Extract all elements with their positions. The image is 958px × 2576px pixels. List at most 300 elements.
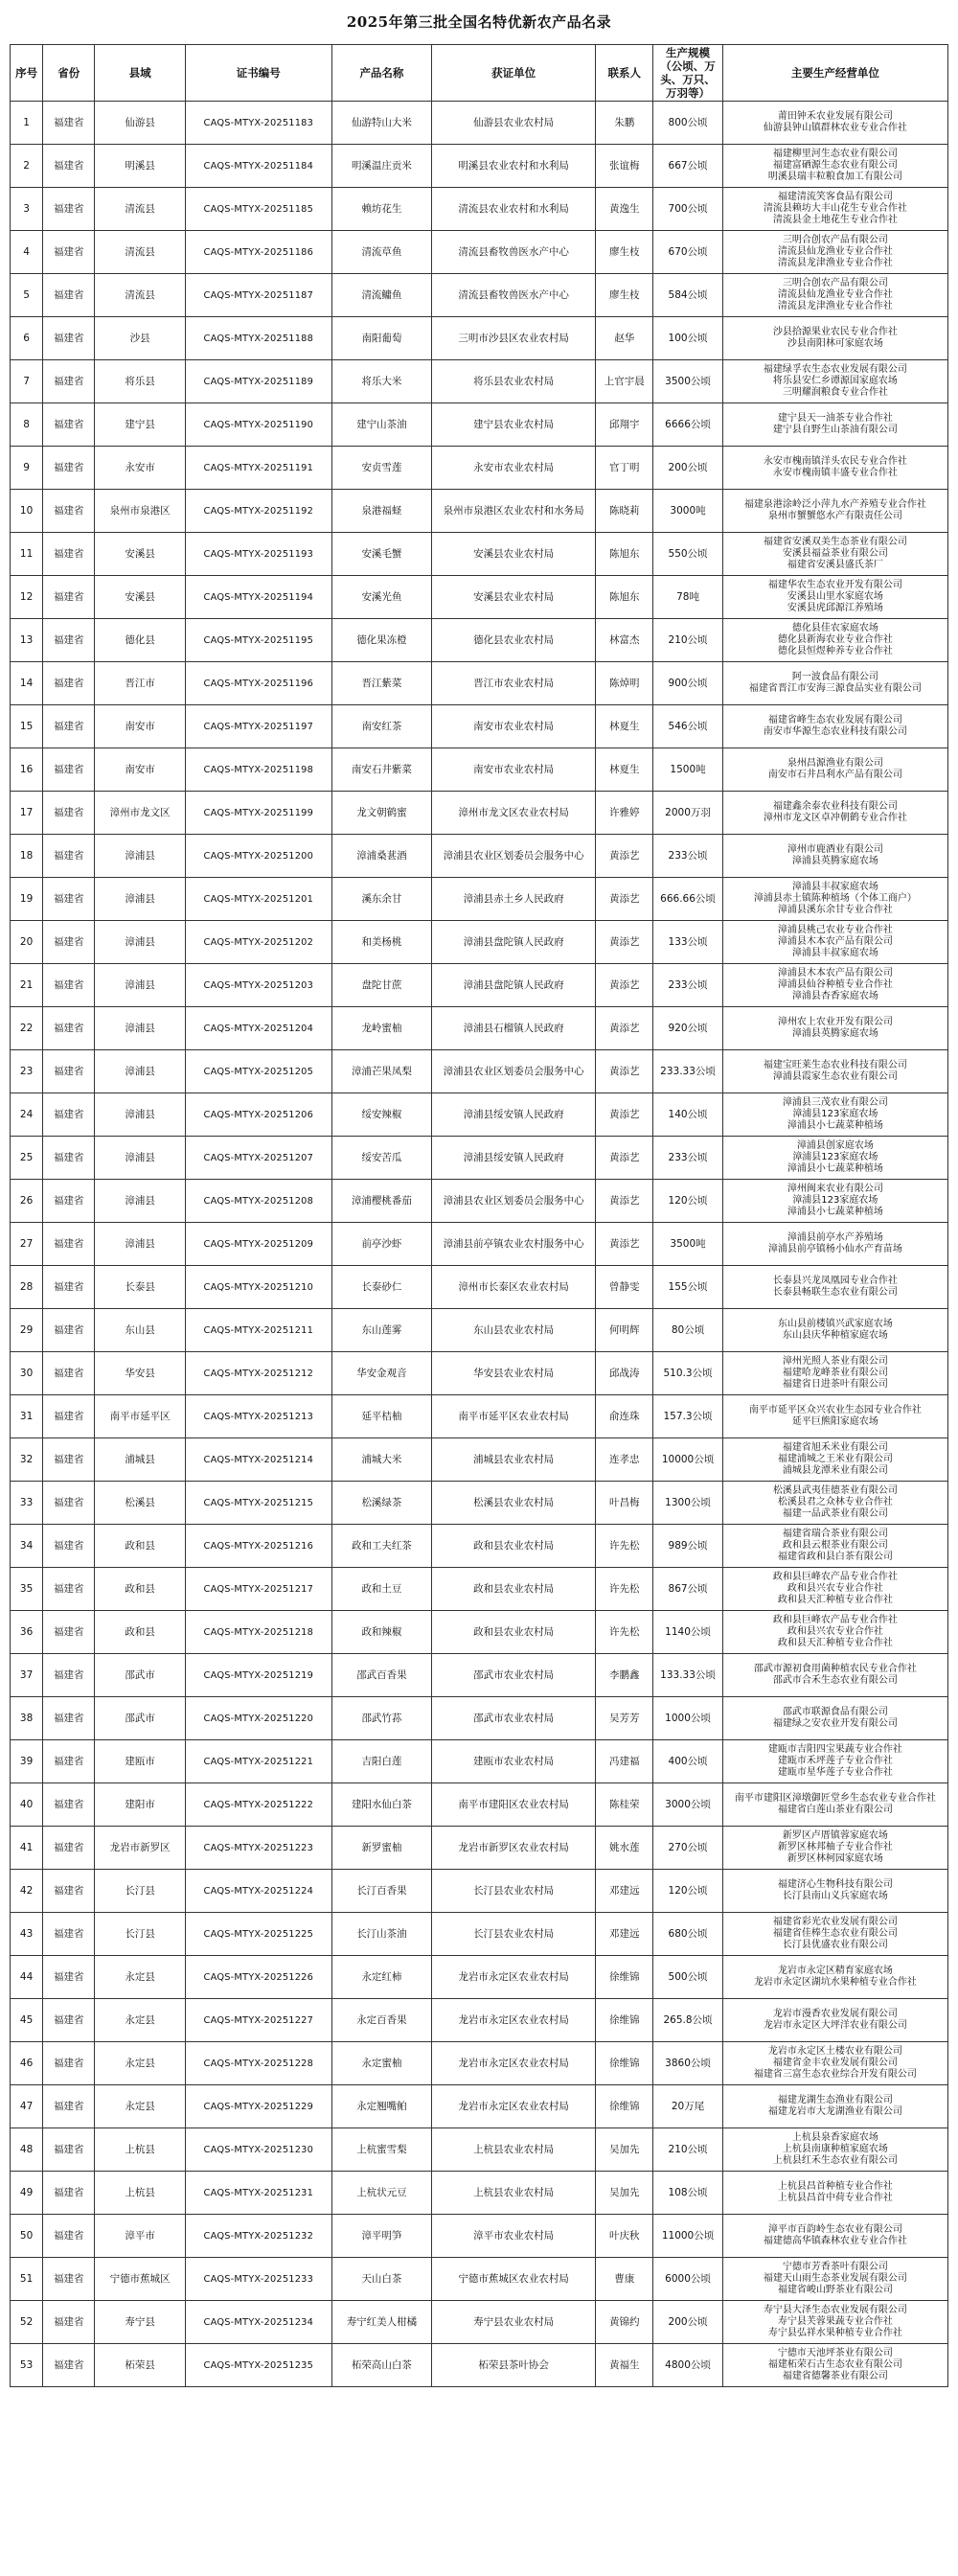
product-cell: 漳浦桑葚酒 <box>331 835 432 878</box>
enterprise-cell: 漳州市鹿酒业有限公司 漳浦县英腾家庭农场 <box>722 835 947 878</box>
province-cell: 福建省 <box>43 145 95 188</box>
enterprise-cell: 永安市槐南镇洋头农民专业合作社 永安市槐南镇丰盛专业合作社 <box>722 447 947 490</box>
product-cell: 邵武竹荪 <box>331 1697 432 1740</box>
county-cell: 寿宁县 <box>95 2301 185 2344</box>
county-cell: 漳浦县 <box>95 1180 185 1223</box>
scale-cell: 120公顷 <box>653 1180 722 1223</box>
county-cell: 上杭县 <box>95 2172 185 2215</box>
county-cell: 明溪县 <box>95 145 185 188</box>
unit-cell: 松溪县农业农村局 <box>432 1482 596 1525</box>
unit-cell: 浦城县农业农村局 <box>432 1438 596 1482</box>
province-cell: 福建省 <box>43 748 95 792</box>
county-cell: 南平市延平区 <box>95 1395 185 1438</box>
certificate-cell: CAQS-MTYX-20251205 <box>185 1050 331 1093</box>
index-cell: 9 <box>11 447 43 490</box>
table-row <box>11 274 948 317</box>
product-cell: 柘荣高山白茶 <box>331 2344 432 2387</box>
table-row <box>11 1740 948 1783</box>
index-cell: 23 <box>11 1050 43 1093</box>
enterprise-cell: 邵武市联源食品有限公司 福建绿之安农业开发有限公司 <box>722 1697 947 1740</box>
table-row <box>11 2301 948 2344</box>
scale-cell: 11000公顷 <box>653 2215 722 2258</box>
unit-cell: 南安市农业农村局 <box>432 705 596 748</box>
table-row <box>11 2258 948 2301</box>
scale-cell: 1500吨 <box>653 748 722 792</box>
table-row <box>11 1395 948 1438</box>
product-cell: 赖坊花生 <box>331 188 432 231</box>
unit-cell: 南平市延平区农业农村局 <box>432 1395 596 1438</box>
certificate-cell: CAQS-MTYX-20251189 <box>185 360 331 403</box>
enterprise-cell: 宁德市天池坪茶业有限公司 福建柘荣石古生态农业有限公司 福建省德馨茶业有限公司 <box>722 2344 947 2387</box>
enterprise-cell: 南平市建阳区漳墩御匠堂乡生态农业专业合作社 福建省白莲山茶业有限公司 <box>722 1783 947 1827</box>
product-cell: 漳浦芒果凤梨 <box>331 1050 432 1093</box>
scale-cell: 680公顷 <box>653 1913 722 1956</box>
table-row <box>11 1654 948 1697</box>
scale-cell: 3500吨 <box>653 1223 722 1266</box>
county-cell: 政和县 <box>95 1525 185 1568</box>
scale-cell: 667公顷 <box>653 145 722 188</box>
province-cell: 福建省 <box>43 705 95 748</box>
county-cell: 漳浦县 <box>95 835 185 878</box>
table-row <box>11 964 948 1007</box>
certificate-cell: CAQS-MTYX-20251208 <box>185 1180 331 1223</box>
county-cell: 永定县 <box>95 1956 185 1999</box>
product-cell: 漳浦樱桃番茄 <box>331 1180 432 1223</box>
scale-cell: 108公顷 <box>653 2172 722 2215</box>
enterprise-cell: 福建济心生物科技有限公司 长汀县南山义兵家庭农场 <box>722 1870 947 1913</box>
unit-cell: 泉州市泉港区农业农村和水务局 <box>432 490 596 533</box>
county-cell: 龙岩市新罗区 <box>95 1827 185 1870</box>
contact-cell: 陈晓莉 <box>596 490 653 533</box>
contact-cell: 俞连珠 <box>596 1395 653 1438</box>
product-cell: 盘陀甘蔗 <box>331 964 432 1007</box>
scale-cell: 900公顷 <box>653 662 722 705</box>
enterprise-cell: 寿宁县大泽生态农业发展有限公司 寿宁县芙蓉果蔬专业合作社 寿宁县弘祥水果种植专业合作社 <box>722 2301 947 2344</box>
product-cell: 清流草鱼 <box>331 231 432 274</box>
unit-cell: 龙岩市永定区农业农村局 <box>432 1999 596 2042</box>
province-cell: 福建省 <box>43 2258 95 2301</box>
index-cell: 31 <box>11 1395 43 1438</box>
product-cell: 漳平明笋 <box>331 2215 432 2258</box>
index-cell: 43 <box>11 1913 43 1956</box>
county-cell: 邵武市 <box>95 1697 185 1740</box>
product-cell: 政和辣椒 <box>331 1611 432 1654</box>
unit-cell: 清流县畜牧兽医水产中心 <box>432 274 596 317</box>
certificate-cell: CAQS-MTYX-20251190 <box>185 403 331 447</box>
contact-cell: 黄逸生 <box>596 188 653 231</box>
certificate-cell: CAQS-MTYX-20251202 <box>185 921 331 964</box>
enterprise-cell: 上杭县昌首种植专业合作社 上杭县昌首中荷专业合作社 <box>722 2172 947 2215</box>
index-cell: 51 <box>11 2258 43 2301</box>
product-cell: 政和工夫红茶 <box>331 1525 432 1568</box>
province-cell: 福建省 <box>43 231 95 274</box>
province-cell: 福建省 <box>43 1352 95 1395</box>
contact-cell: 许先松 <box>596 1525 653 1568</box>
county-cell: 漳浦县 <box>95 1223 185 1266</box>
contact-cell: 林富杰 <box>596 619 653 662</box>
county-cell: 晋江市 <box>95 662 185 705</box>
unit-cell: 清流县畜牧兽医水产中心 <box>432 231 596 274</box>
product-cell: 仙游特山大米 <box>331 102 432 145</box>
province-cell: 福建省 <box>43 1697 95 1740</box>
table-row <box>11 145 948 188</box>
enterprise-cell: 龙岩市永定区土楼农业有限公司 福建省金丰农业发展有限公司 福建省三富生态农业综合开发有限公司 <box>722 2042 947 2085</box>
contact-cell: 林夏生 <box>596 748 653 792</box>
province-cell: 福建省 <box>43 792 95 835</box>
certificate-cell: CAQS-MTYX-20251213 <box>185 1395 331 1438</box>
county-cell: 政和县 <box>95 1568 185 1611</box>
product-cell: 浦城大米 <box>331 1438 432 1482</box>
index-cell: 11 <box>11 533 43 576</box>
unit-cell: 寿宁县农业农村局 <box>432 2301 596 2344</box>
county-cell: 东山县 <box>95 1309 185 1352</box>
product-cell: 南安红茶 <box>331 705 432 748</box>
scale-cell: 1300公顷 <box>653 1482 722 1525</box>
product-cell: 长汀山茶油 <box>331 1913 432 1956</box>
county-cell: 清流县 <box>95 274 185 317</box>
county-cell: 邵武市 <box>95 1654 185 1697</box>
table-row <box>11 835 948 878</box>
unit-cell: 政和县农业农村局 <box>432 1568 596 1611</box>
county-cell: 建瓯市 <box>95 1740 185 1783</box>
certificate-cell: CAQS-MTYX-20251203 <box>185 964 331 1007</box>
province-cell: 福建省 <box>43 447 95 490</box>
province-cell: 福建省 <box>43 2042 95 2085</box>
province-cell: 福建省 <box>43 274 95 317</box>
scale-cell: 3000公顷 <box>653 1783 722 1827</box>
enterprise-cell: 漳州光照人茶业有限公司 福建哈龙峰茶业有限公司 福建省日进茶叶有限公司 <box>722 1352 947 1395</box>
contact-cell: 黄添艺 <box>596 921 653 964</box>
contact-cell: 黄添艺 <box>596 1093 653 1137</box>
county-cell: 宁德市蕉城区 <box>95 2258 185 2301</box>
product-cell: 永定蜜柚 <box>331 2042 432 2085</box>
scale-cell: 400公顷 <box>653 1740 722 1783</box>
enterprise-cell: 福建绿孚农生态农业发展有限公司 将乐县安仁乡谭源国家庭农场 三明耀润粮食专业合作社 <box>722 360 947 403</box>
product-cell: 上杭状元豆 <box>331 2172 432 2215</box>
scale-cell: 584公顷 <box>653 274 722 317</box>
index-cell: 27 <box>11 1223 43 1266</box>
table-row <box>11 1309 948 1352</box>
unit-cell: 东山县农业农村局 <box>432 1309 596 1352</box>
county-cell: 仙游县 <box>95 102 185 145</box>
header-scale: 生产规模（公顷、万头、万只、万羽等） <box>653 45 722 102</box>
enterprise-cell: 福建省瑞合茶业有限公司 政和县云根茶业有限公司 福建省政和县白茶有限公司 <box>722 1525 947 1568</box>
scale-cell: 78吨 <box>653 576 722 619</box>
province-cell: 福建省 <box>43 188 95 231</box>
scale-cell: 6666公顷 <box>653 403 722 447</box>
province-cell: 福建省 <box>43 1395 95 1438</box>
header-product: 产品名称 <box>331 45 432 102</box>
contact-cell: 徐维锦 <box>596 2085 653 2128</box>
index-cell: 39 <box>11 1740 43 1783</box>
index-cell: 19 <box>11 878 43 921</box>
unit-cell: 南安市农业农村局 <box>432 748 596 792</box>
unit-cell: 漳州市长泰区农业农村局 <box>432 1266 596 1309</box>
index-cell: 16 <box>11 748 43 792</box>
enterprise-cell: 龙岩市永定区精育家庭农场 龙岩市永定区湖坑水果种植专业合作社 <box>722 1956 947 1999</box>
enterprise-cell: 福建省彩光农业发展有限公司 福建省佳棒生态农业有限公司 长汀县优盛农业有限公司 <box>722 1913 947 1956</box>
product-cell: 安溪毛蟹 <box>331 533 432 576</box>
certificate-cell: CAQS-MTYX-20251218 <box>185 1611 331 1654</box>
province-cell: 福建省 <box>43 576 95 619</box>
product-cell: 南安石井紫菜 <box>331 748 432 792</box>
document-title: 2025年第三批全国名特优新农产品名录 <box>346 13 612 31</box>
province-cell: 福建省 <box>43 2128 95 2172</box>
county-cell: 长泰县 <box>95 1266 185 1309</box>
index-cell: 46 <box>11 2042 43 2085</box>
enterprise-cell: 邵武市源初食用菌种植农民专业合作社 邵武市合禾生态农业有限公司 <box>722 1654 947 1697</box>
index-cell: 40 <box>11 1783 43 1827</box>
scale-cell: 550公顷 <box>653 533 722 576</box>
product-cell: 政和土豆 <box>331 1568 432 1611</box>
header-contact: 联系人 <box>596 45 653 102</box>
scale-cell: 120公顷 <box>653 1870 722 1913</box>
product-cell: 晋江紫菜 <box>331 662 432 705</box>
table-row <box>11 878 948 921</box>
index-cell: 25 <box>11 1137 43 1180</box>
table-row <box>11 662 948 705</box>
contact-cell: 邓建远 <box>596 1913 653 1956</box>
scale-cell: 133公顷 <box>653 921 722 964</box>
contact-cell: 叶昌梅 <box>596 1482 653 1525</box>
contact-cell: 许雅婷 <box>596 792 653 835</box>
scale-cell: 666.66公顷 <box>653 878 722 921</box>
table-row <box>11 1223 948 1266</box>
unit-cell: 邵武市农业农村局 <box>432 1654 596 1697</box>
scale-cell: 546公顷 <box>653 705 722 748</box>
table-row <box>11 1956 948 1999</box>
product-cell: 吉阳白莲 <box>331 1740 432 1783</box>
product-cell: 长泰砂仁 <box>331 1266 432 1309</box>
certificate-cell: CAQS-MTYX-20251219 <box>185 1654 331 1697</box>
certificate-cell: CAQS-MTYX-20251209 <box>185 1223 331 1266</box>
contact-cell: 黄锦约 <box>596 2301 653 2344</box>
province-cell: 福建省 <box>43 921 95 964</box>
county-cell: 漳浦县 <box>95 1050 185 1093</box>
index-cell: 12 <box>11 576 43 619</box>
scale-cell: 1140公顷 <box>653 1611 722 1654</box>
county-cell: 漳浦县 <box>95 921 185 964</box>
county-cell: 长汀县 <box>95 1913 185 1956</box>
enterprise-cell: 福建宝旺莱生态农业科技有限公司 漳浦县霞家生态农业有限公司 <box>722 1050 947 1093</box>
enterprise-cell: 上杭县泉香家庭农场 上杭县南康种植家庭农场 上杭县红禾生态农业有限公司 <box>722 2128 947 2172</box>
product-cell: 永定红柿 <box>331 1956 432 1999</box>
product-cell: 泉港福蛏 <box>331 490 432 533</box>
contact-cell: 姚水莲 <box>596 1827 653 1870</box>
contact-cell: 黄添艺 <box>596 1180 653 1223</box>
product-cell: 天山白茶 <box>331 2258 432 2301</box>
index-cell: 48 <box>11 2128 43 2172</box>
certificate-cell: CAQS-MTYX-20251227 <box>185 1999 331 2042</box>
contact-cell: 赵华 <box>596 317 653 360</box>
province-cell: 福建省 <box>43 1956 95 1999</box>
table-row <box>11 619 948 662</box>
unit-cell: 宁德市蕉城区农业农村局 <box>432 2258 596 2301</box>
province-cell: 福建省 <box>43 1870 95 1913</box>
table-row <box>11 792 948 835</box>
county-cell: 漳浦县 <box>95 1093 185 1137</box>
province-cell: 福建省 <box>43 490 95 533</box>
contact-cell: 李鹏鑫 <box>596 1654 653 1697</box>
province-cell: 福建省 <box>43 2172 95 2215</box>
contact-cell: 吴加先 <box>596 2172 653 2215</box>
scale-cell: 2000万羽 <box>653 792 722 835</box>
contact-cell: 黄添艺 <box>596 964 653 1007</box>
enterprise-cell: 漳浦县木本农产品有限公司 漳浦县仙谷种植专业合作社 漳浦县杏香家庭农场 <box>722 964 947 1007</box>
county-cell: 南安市 <box>95 748 185 792</box>
product-cell: 清流鳙鱼 <box>331 274 432 317</box>
county-cell: 安溪县 <box>95 576 185 619</box>
province-cell: 福建省 <box>43 619 95 662</box>
county-cell: 南安市 <box>95 705 185 748</box>
scale-cell: 200公顷 <box>653 2301 722 2344</box>
certificate-cell: CAQS-MTYX-20251185 <box>185 188 331 231</box>
certificate-cell: CAQS-MTYX-20251217 <box>185 1568 331 1611</box>
province-cell: 福建省 <box>43 2085 95 2128</box>
province-cell: 福建省 <box>43 1827 95 1870</box>
contact-cell: 陈焯明 <box>596 662 653 705</box>
certificate-cell: CAQS-MTYX-20251183 <box>185 102 331 145</box>
enterprise-cell: 松溪县武夷佳德茶业有限公司 松溪县君之众林专业合作社 福建一品武茶业有限公司 <box>722 1482 947 1525</box>
contact-cell: 冯建福 <box>596 1740 653 1783</box>
unit-cell: 上杭县农业农村局 <box>432 2172 596 2215</box>
province-cell: 福建省 <box>43 2344 95 2387</box>
certificate-cell: CAQS-MTYX-20251229 <box>185 2085 331 2128</box>
unit-cell: 三明市沙县区农业农村局 <box>432 317 596 360</box>
county-cell: 安溪县 <box>95 533 185 576</box>
product-cell: 上杭蜜雪梨 <box>331 2128 432 2172</box>
enterprise-cell: 三明合创农产品有限公司 清流县仙龙渔业专业合作社 清流县龙津渔业专业合作社 <box>722 274 947 317</box>
product-cell: 邵武百香果 <box>331 1654 432 1697</box>
province-cell: 福建省 <box>43 1266 95 1309</box>
table-row <box>11 1870 948 1913</box>
province-cell: 福建省 <box>43 878 95 921</box>
product-cell: 华安金观音 <box>331 1352 432 1395</box>
index-cell: 32 <box>11 1438 43 1482</box>
contact-cell: 陈旭东 <box>596 533 653 576</box>
table-row <box>11 2172 948 2215</box>
unit-cell: 漳浦县前亭镇农业农村服务中心 <box>432 1223 596 1266</box>
table-row <box>11 403 948 447</box>
table-row <box>11 2128 948 2172</box>
unit-cell: 长汀县农业农村局 <box>432 1913 596 1956</box>
unit-cell: 长汀县农业农村局 <box>432 1870 596 1913</box>
contact-cell: 黄添艺 <box>596 1007 653 1050</box>
province-cell: 福建省 <box>43 1438 95 1482</box>
index-cell: 26 <box>11 1180 43 1223</box>
contact-cell: 黄添艺 <box>596 1137 653 1180</box>
scale-cell: 140公顷 <box>653 1093 722 1137</box>
product-cell: 绥安苦瓜 <box>331 1137 432 1180</box>
unit-cell: 永安市农业农村局 <box>432 447 596 490</box>
index-cell: 6 <box>11 317 43 360</box>
scale-cell: 20万尾 <box>653 2085 722 2128</box>
contact-cell: 连孝忠 <box>596 1438 653 1482</box>
table-row <box>11 1697 948 1740</box>
index-cell: 1 <box>11 102 43 145</box>
index-cell: 44 <box>11 1956 43 1999</box>
scale-cell: 6000公顷 <box>653 2258 722 2301</box>
scale-cell: 500公顷 <box>653 1956 722 1999</box>
unit-cell: 仙游县农业农村局 <box>432 102 596 145</box>
enterprise-cell: 漳浦县三茂农业有限公司 漳浦县123家庭农场 漳浦县小七蔬菜种植场 <box>722 1093 947 1137</box>
index-cell: 13 <box>11 619 43 662</box>
province-cell: 福建省 <box>43 1007 95 1050</box>
county-cell: 松溪县 <box>95 1482 185 1525</box>
scale-cell: 10000公顷 <box>653 1438 722 1482</box>
province-cell: 福建省 <box>43 1309 95 1352</box>
index-cell: 7 <box>11 360 43 403</box>
product-cell: 延平桔柚 <box>331 1395 432 1438</box>
index-cell: 36 <box>11 1611 43 1654</box>
scale-cell: 233公顷 <box>653 835 722 878</box>
header-certificate: 证书编号 <box>185 45 331 102</box>
scale-cell: 100公顷 <box>653 317 722 360</box>
county-cell: 漳浦县 <box>95 964 185 1007</box>
contact-cell: 吴芳芳 <box>596 1697 653 1740</box>
product-cell: 和美杨桃 <box>331 921 432 964</box>
contact-cell: 叶庆秋 <box>596 2215 653 2258</box>
certificate-cell: CAQS-MTYX-20251194 <box>185 576 331 619</box>
certificate-cell: CAQS-MTYX-20251221 <box>185 1740 331 1783</box>
county-cell: 将乐县 <box>95 360 185 403</box>
table-row <box>11 1352 948 1395</box>
province-cell: 福建省 <box>43 360 95 403</box>
enterprise-cell: 福建鑫余泰农业科技有限公司 漳州市龙文区卓冲朝鹤专业合作社 <box>722 792 947 835</box>
unit-cell: 安溪县农业农村局 <box>432 576 596 619</box>
table-row <box>11 1611 948 1654</box>
scale-cell: 4800公顷 <box>653 2344 722 2387</box>
enterprise-cell: 漳州农上农业开发有限公司 漳浦县英腾家庭农场 <box>722 1007 947 1050</box>
certificate-cell: CAQS-MTYX-20251193 <box>185 533 331 576</box>
contact-cell: 黄添艺 <box>596 878 653 921</box>
certificate-cell: CAQS-MTYX-20251231 <box>185 2172 331 2215</box>
product-cell: 新罗蜜柚 <box>331 1827 432 1870</box>
county-cell: 漳浦县 <box>95 1137 185 1180</box>
index-cell: 50 <box>11 2215 43 2258</box>
contact-cell: 黄福生 <box>596 2344 653 2387</box>
contact-cell: 官丁明 <box>596 447 653 490</box>
county-cell: 清流县 <box>95 188 185 231</box>
certificate-cell: CAQS-MTYX-20251222 <box>185 1783 331 1827</box>
contact-cell: 陈旭东 <box>596 576 653 619</box>
product-cell: 龙文朝鹤蜜 <box>331 792 432 835</box>
province-cell: 福建省 <box>43 1611 95 1654</box>
contact-cell: 张谊梅 <box>596 145 653 188</box>
enterprise-cell: 福建省安溪双美生态茶业有限公司 安溪县福益茶业有限公司 福建省安溪县盛氏茶厂 <box>722 533 947 576</box>
province-cell: 福建省 <box>43 1525 95 1568</box>
certificate-cell: CAQS-MTYX-20251196 <box>185 662 331 705</box>
certificate-cell: CAQS-MTYX-20251191 <box>185 447 331 490</box>
contact-cell: 廖生枝 <box>596 231 653 274</box>
table-row <box>11 1783 948 1827</box>
province-cell: 福建省 <box>43 1783 95 1827</box>
contact-cell: 曹康 <box>596 2258 653 2301</box>
unit-cell: 德化县农业农村局 <box>432 619 596 662</box>
certificate-cell: CAQS-MTYX-20251192 <box>185 490 331 533</box>
contact-cell: 何明辉 <box>596 1309 653 1352</box>
index-cell: 8 <box>11 403 43 447</box>
index-cell: 4 <box>11 231 43 274</box>
table-row <box>11 1568 948 1611</box>
unit-cell: 上杭县农业农村局 <box>432 2128 596 2172</box>
unit-cell: 龙岩市新罗区农业农村局 <box>432 1827 596 1870</box>
enterprise-cell: 沙县拾源果业农民专业合作社 沙县南阳林可家庭农场 <box>722 317 947 360</box>
unit-cell: 漳浦县盘陀镇人民政府 <box>432 921 596 964</box>
scale-cell: 233公顷 <box>653 964 722 1007</box>
index-cell: 20 <box>11 921 43 964</box>
certificate-cell: CAQS-MTYX-20251200 <box>185 835 331 878</box>
